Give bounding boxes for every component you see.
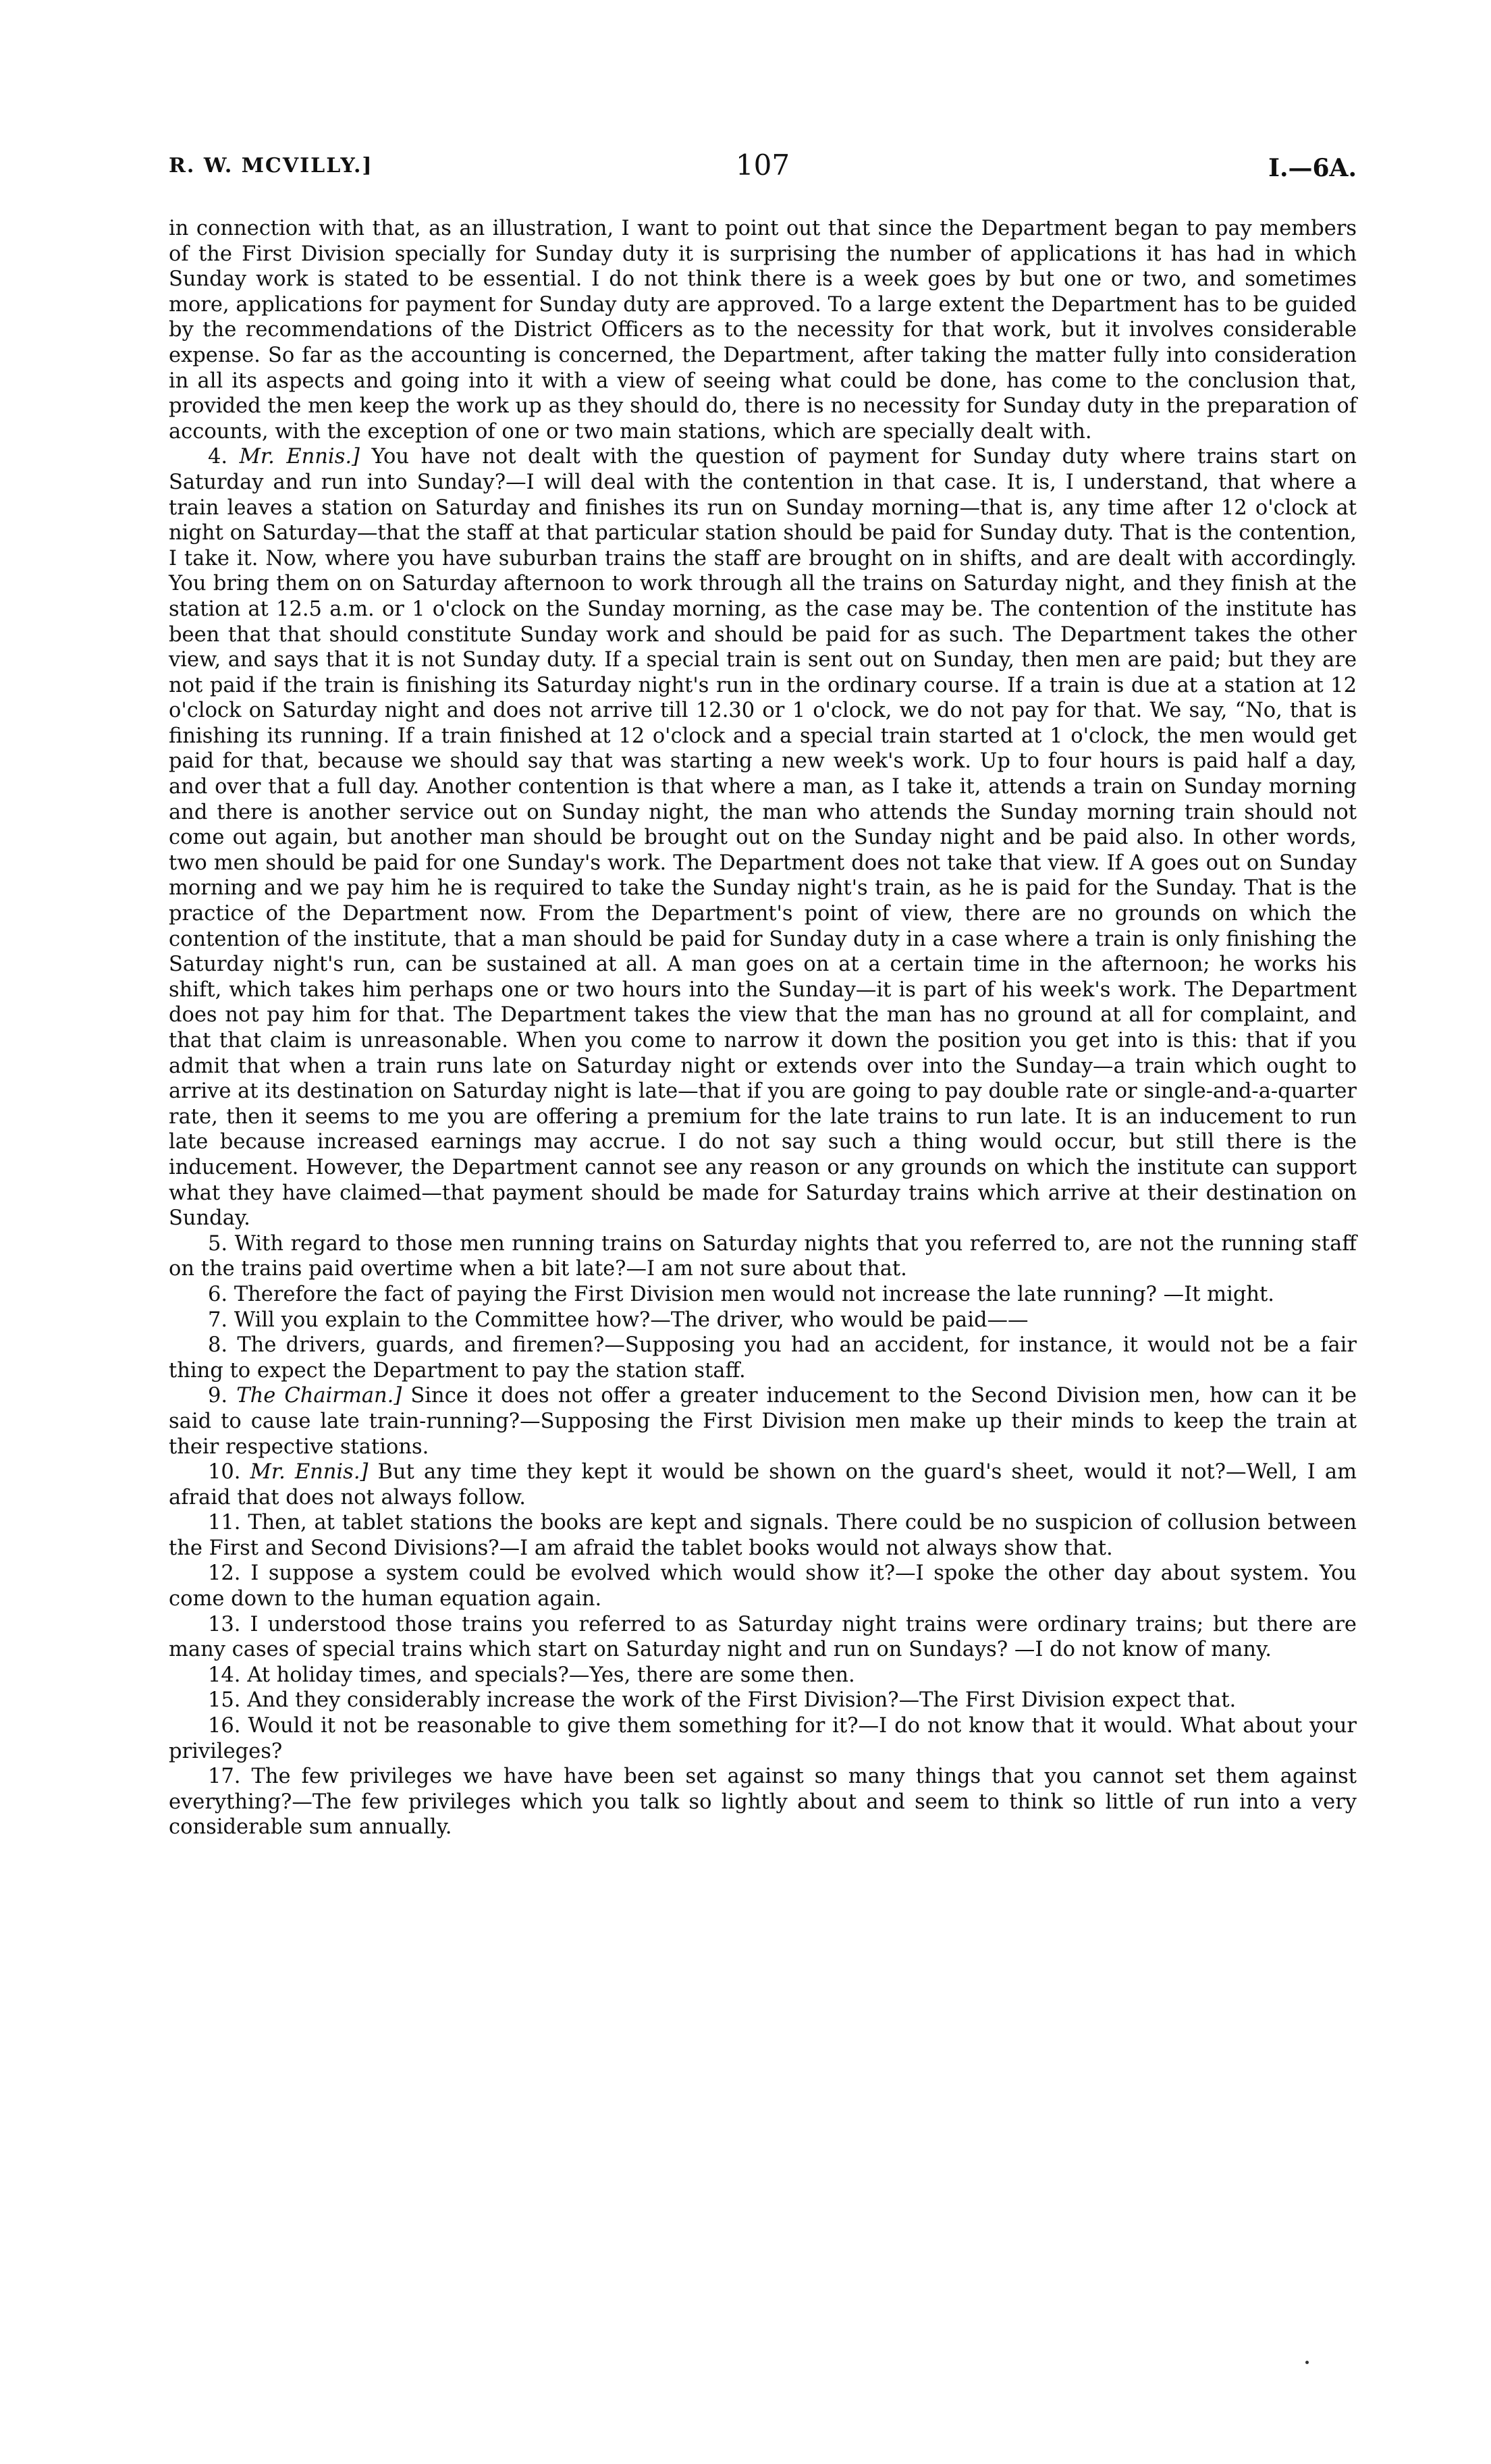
question-paragraph (169, 1713, 1357, 1764)
question-paragraph (169, 1459, 1357, 1510)
page-number: 107 (735, 149, 790, 182)
speaker-label: Mr. Ennis.] (250, 1460, 369, 1484)
question-text: Since it does not offer a greater inducement to the Second Division men, how can it be said to cause late train-running?—Supposing the First Division men make up their minds to keep the train at their respective stations. (169, 1384, 1357, 1459)
question-number: 17. (208, 1765, 241, 1789)
question-paragraph (169, 1510, 1357, 1561)
question-text: At holiday times, and specials?—Yes, there are some then. (247, 1663, 855, 1687)
question-paragraph (169, 1688, 1357, 1713)
question-paragraph (169, 1612, 1357, 1663)
speaker-label: Mr. Ennis.] (239, 445, 360, 469)
question-number: 4. (208, 445, 228, 469)
question-text: And they considerably increase the work of the First Division?—The First Division expect that. (247, 1688, 1237, 1713)
question-paragraph (169, 444, 1357, 1231)
question-text: With regard to those men running trains on Saturday nights that you referred to, are not the running staff on the trains paid overtime when a bit late?—I am not sure about that. (169, 1231, 1357, 1281)
question-paragraph (169, 1308, 1357, 1333)
intro-paragraph: in connection with that, as an illustration, I want to point out that since the Department began to pay members of the First Division specially for Sunday duty it is surprising the number of applications it has had in which Sunday work is stated to be essential. I do not think there is a week goes by but one or two, and sometimes more, applications for payment for Sunday duty are approved. To a large extent the Department has to be guided by the recommendations of the District Officers as to the necessity for that work, but it involves considerable expense. So far as the accounting is concerned, the Department, after taking the matter fully into consideration in all its aspects and going into it with a view of seeing what could be done, has come to the conclusion that, provided the men keep the work up as they should do, there is no necessity for Sunday duty in the preparation of accounts, with the exception of one or two main stations, which are specially dealt with. (169, 217, 1357, 444)
question-text: The few privileges we have have been set against so many things that you cannot set them against everything?—The few privileges which you talk so lightly about and seem to think so little of run into a very considerable sum annually. (169, 1765, 1357, 1840)
question-text: Therefore the fact of paying the First Division men would not increase the late running? —It might. (234, 1282, 1274, 1306)
question-number: 8. (208, 1333, 228, 1358)
page-header (169, 149, 1357, 194)
question-number: 16. (208, 1714, 241, 1738)
question-number: 15. (208, 1688, 241, 1713)
question-text: The drivers, guards, and firemen?—Supposing you had an accident, for instance, it would not be a fair thing to expect the Department to pay the station staff. (169, 1333, 1357, 1383)
question-paragraph (169, 1282, 1357, 1308)
speaker-label: The Chairman.] (236, 1384, 402, 1408)
question-text: Would it not be reasonable to give them something for it?—I do not know that it would. What about your privileges? (169, 1714, 1357, 1763)
question-paragraph (169, 1231, 1357, 1282)
question-number: 7. (208, 1308, 228, 1332)
ink-dot (1305, 2361, 1309, 2364)
question-paragraph (169, 1764, 1357, 1840)
question-paragraph (169, 1383, 1357, 1459)
witness-name: R. W. MCVILLY.] (169, 154, 373, 178)
question-paragraph (169, 1333, 1357, 1383)
question-paragraph (169, 1561, 1357, 1611)
question-text: But any time they kept it would be shown on the guard's sheet, would it not?—Well, I am afraid that does not always follow. (169, 1460, 1357, 1509)
question-paragraph (169, 1663, 1357, 1688)
question-text: Then, at tablet stations the books are kept and signals. There could be no suspicion of collusion between the First and Second Divisions?—I am afraid the tablet books would not always show that. (169, 1511, 1357, 1560)
question-number: 9. (208, 1384, 228, 1408)
question-number: 14. (208, 1663, 241, 1687)
question-number: 6. (208, 1282, 228, 1306)
question-number: 11. (208, 1511, 241, 1535)
question-text: I understood those trains you referred to as Saturday night trains were ordinary trains; but there are many cases of special trains which start on Saturday night and run on Sundays? —I do not know of many. (169, 1612, 1357, 1662)
question-text: Will you explain to the Committee how?—The driver, who would be paid—— (234, 1308, 1029, 1332)
question-text: I suppose a system could be evolved which would show it?—I spoke the other day about system. You come down to the human equation again. (169, 1561, 1357, 1611)
question-number: 10. (208, 1460, 241, 1484)
evidence-text (169, 216, 1357, 1840)
question-number: 5. (208, 1231, 228, 1256)
question-list (169, 444, 1357, 1840)
question-number: 12. (208, 1561, 241, 1586)
paper-reference: I.—6A. (1268, 154, 1357, 182)
question-number: 13. (208, 1612, 241, 1636)
question-text: You have not dealt with the question of payment for Sunday duty where trains start on Saturday and run into Sunday?—I will deal with the contention in that case. It is, I understand, that where a train leaves a station on Saturday and finishes its run on Sunday morning—that is, any time after 12 o'clock at night on Saturday—that the staff at that particular station should be paid for Sunday duty. That is the contention, I take it. Now, where you have suburban trains the staff are brought on in shifts, and are dealt with accordingly. You bring them on on Saturday afternoon to work through all the trains on Saturday night, and they finish at the station at 12.5 a.m. or 1 o'clock on the Sunday morning, as the case may be. The contention of the institute has been that that should constitute Sunday work and should be paid for as such. The Department takes the other view, and says that it is not Sunday duty. If a special train is sent out on Sunday, then men are paid; but they are not paid if the train is finishing its Saturday night's run in the ordinary course. If a train is due at a station at 12 o'clock on Saturday night and does not arrive till 12.30 or 1 o'clock, we do not pay for that. We say, “No, that is finishing its running. If a train finished at 12 o'clock and a special train started at 1 o'clock, the men would get paid for that, because we should say that was starting a new week's work. Up to four hours is paid half a day, and over that a full day. Another contention is that where a man, as I take it, attends a train on Sunday morning and there is another service out on Sunday night, the man who attends the Sunday morning train should not come out again, but another man should be brought out on the Sunday night and be paid also. In other words, two men should be paid for one Sunday's work. The Department does not take that view. If A goes out on Sunday morning and we pay him he is required to take the Sunday night's train, as he is paid for the Sunday. That is the practice of the Department now. From the Department's point of view, there are no grounds on which the contention of the institute, that a man should be paid for Sunday duty in a case where a train is only finishing the Saturday night's run, can be sustained at all. A man goes on at a certain time in the afternoon; he works his shift, which takes him perhaps one or two hours into the Sunday—it is part of his week's work. The Department does not pay him for that. The Department takes the view that the man has no ground at all for complaint, and that that claim is unreasonable. When you come to narrow it down the position you get into is this: that if you admit that when a train runs late on Saturday night or extends over into the Sunday—a train which ought to arrive at its destination on Saturday night is late—that if you are going to pay double rate or single-and-a-quarter rate, then it seems to me you are offering a premium for the late trains to run late. It is an inducement to run late because increased earnings may accrue. I do not say such a thing would occur, but still there is the inducement. However, the Department cannot see any reason or any grounds on which the institute can support what they have claimed—that payment should be made for Saturday trains which arrive at their destination on Sunday. (169, 445, 1357, 1231)
